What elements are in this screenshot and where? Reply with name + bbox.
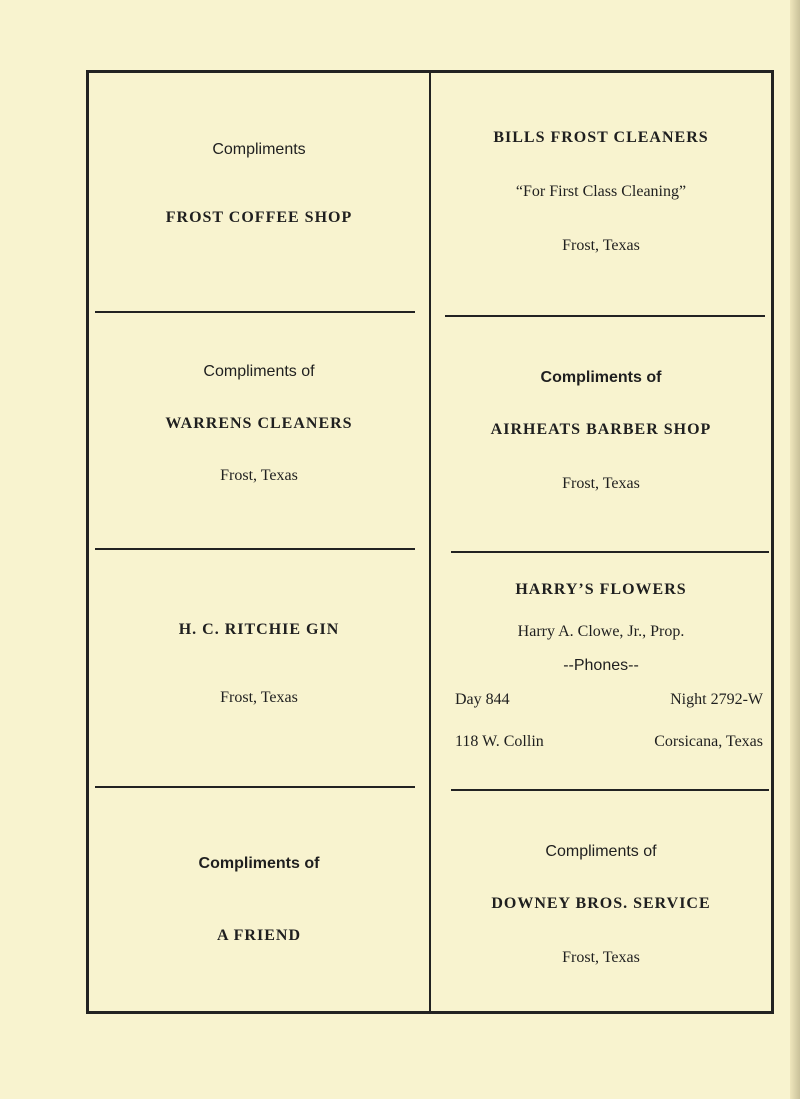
divider <box>95 786 415 788</box>
ad-phones-label: --Phones-- <box>563 657 639 674</box>
ad-airheats-barber-shop <box>431 313 771 549</box>
ad-hc-ritchie-gin <box>89 551 429 787</box>
ad-grid <box>86 70 774 1014</box>
ad-title: A FRIEND <box>216 927 301 944</box>
ad-night-phone: Night 2792-W <box>670 691 763 708</box>
ad-compliments: Compliments of <box>203 363 315 380</box>
ad-address: 118 W. Collin <box>455 733 544 750</box>
ad-downey-bros-service <box>431 789 771 1011</box>
ad-harrys-flowers <box>431 551 771 787</box>
ad-title: H. C. RITCHIE GIN <box>178 621 340 638</box>
ad-bills-frost-cleaners <box>431 73 771 313</box>
ad-title: HARRY’S FLOWERS <box>515 581 687 598</box>
ad-phone-row <box>455 691 763 709</box>
ad-slogan: “For First Class Cleaning” <box>515 183 687 200</box>
ad-compliments: Compliments of <box>545 843 657 860</box>
ad-warrens-cleaners <box>89 313 429 549</box>
ad-title: BILLS FROST CLEANERS <box>493 129 709 146</box>
ad-location: Frost, Texas <box>562 237 640 254</box>
ad-location: Frost, Texas <box>220 467 298 484</box>
divider <box>95 548 415 550</box>
ad-frost-coffee-shop <box>89 73 429 313</box>
ad-proprietor: Harry A. Clowe, Jr., Prop. <box>517 623 685 640</box>
ad-location: Frost, Texas <box>562 949 640 966</box>
ad-day-phone: Day 844 <box>455 691 510 708</box>
ad-title: WARRENS CLEANERS <box>165 415 353 432</box>
ad-location: Frost, Texas <box>220 689 298 706</box>
ad-location: Frost, Texas <box>562 475 640 492</box>
ad-a-friend <box>89 789 429 1011</box>
ad-title: AIRHEATS BARBER SHOP <box>490 421 712 438</box>
ad-compliments: Compliments of <box>198 855 320 872</box>
ad-compliments: Compliments <box>212 141 306 158</box>
ad-city: Corsicana, Texas <box>654 733 763 750</box>
ad-title: DOWNEY BROS. SERVICE <box>491 895 711 912</box>
ad-address-row <box>455 733 763 751</box>
ad-title: FROST COFFEE SHOP <box>165 209 353 226</box>
page-edge <box>790 0 800 1099</box>
ad-compliments: Compliments of <box>540 369 662 386</box>
